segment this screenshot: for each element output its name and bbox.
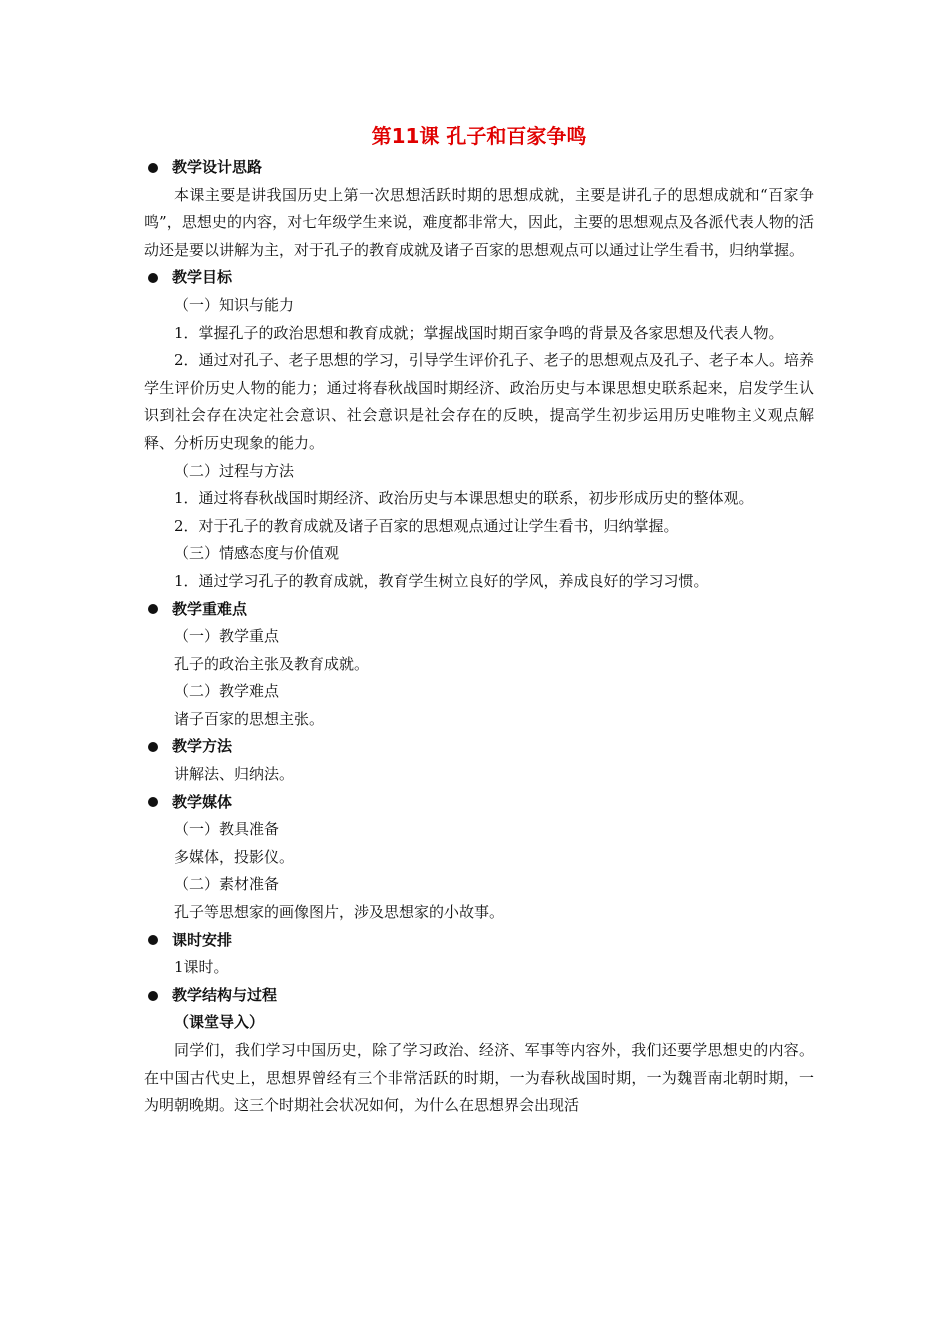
section-heading bbox=[144, 154, 814, 182]
bullet-icon bbox=[148, 742, 158, 752]
subheading: （三）情感态度与价值观 bbox=[174, 544, 340, 563]
subheading: （二）过程与方法 bbox=[174, 461, 295, 480]
subheading: （二）素材准备 bbox=[174, 875, 280, 894]
bullet-icon bbox=[148, 991, 158, 1001]
section-heading bbox=[144, 264, 814, 292]
paragraph: 2．通过对孔子、老子思想的学习，引导学生评价孔子、老子的思想观点及孔子、老子本人。培养学生评价历史人物的能力；通过将春秋战国时期经济、政治历史与本课思想史联系起来，启发学生认识到社会存在决定社会意识、社会意识是社会存在的反映，提高学生初步运用历史唯物主义观点解释、分析历史现象的能力。 bbox=[144, 351, 814, 452]
paragraph: 本课主要是讲我国历史上第一次思想活跃时期的思想成就，主要是讲孔子的思想成就和“百家争鸣”，思想史的内容，对七年级学生来说，难度都非常大，因此，主要的思想观点及各派代表人物的活动还是要以讲解为主，对于孔子的教育成就及诸子百家的思想观点可以通过让学生看书，归纳掌握。 bbox=[144, 185, 814, 259]
section-heading-text: 课时安排 bbox=[172, 930, 233, 949]
bullet-icon bbox=[148, 604, 158, 614]
bullet-icon bbox=[148, 163, 158, 173]
bullet-icon bbox=[148, 797, 158, 807]
section-heading bbox=[144, 982, 814, 1010]
document-page bbox=[144, 118, 814, 1120]
section-heading-text: 教学重难点 bbox=[172, 599, 248, 618]
text-line: 多媒体，投影仪。 bbox=[174, 847, 295, 866]
text-line: 1课时。 bbox=[174, 958, 229, 977]
section-heading-text: 教学目标 bbox=[172, 268, 233, 287]
subheading: （一）知识与能力 bbox=[174, 295, 295, 314]
text-line: 诸子百家的思想主张。 bbox=[174, 709, 325, 728]
subheading: （一）教学重点 bbox=[174, 627, 280, 646]
bullet-icon bbox=[148, 935, 158, 945]
paragraph: 1．掌握孔子的政治思想和教育成就；掌握战国时期百家争鸣的背景及各家思想及代表人物。 bbox=[174, 323, 784, 342]
text-line: 讲解法、归纳法。 bbox=[174, 765, 295, 784]
text-line: 孔子的政治主张及教育成就。 bbox=[174, 654, 370, 673]
subheading: （二）教学难点 bbox=[174, 682, 280, 701]
paragraph: 同学们，我们学习中国历史，除了学习政治、经济、军事等内容外，我们还要学思想史的内容。在中国古代史上，思想界曾经有三个非常活跃的时期，一为春秋战国时期，一为魏晋南北朝时期，一为明朝晚期。这三个时期社会状况如何，为什么在思想界会出现活 bbox=[144, 1041, 814, 1115]
subheading: （课堂导入） bbox=[174, 1013, 265, 1032]
bullet-icon bbox=[148, 273, 158, 283]
section-heading bbox=[144, 927, 814, 955]
paragraph: 1．通过将春秋战国时期经济、政治历史与本课思想史的联系，初步形成历史的整体观。 bbox=[174, 489, 754, 508]
text-line: 孔子等思想家的画像图片，涉及思想家的小故事。 bbox=[174, 903, 505, 922]
section-heading bbox=[144, 596, 814, 624]
section-heading-text: 教学设计思路 bbox=[172, 158, 263, 176]
paragraph: 1．通过学习孔子的教育成就，教育学生树立良好的学风，养成良好的学习习惯。 bbox=[174, 571, 709, 590]
paragraph: 2．对于孔子的教育成就及诸子百家的思想观点通过让学生看书，归纳掌握。 bbox=[174, 516, 679, 535]
subheading: （一）教具准备 bbox=[174, 820, 280, 839]
section-heading-text: 教学方法 bbox=[172, 737, 233, 756]
section-heading bbox=[144, 789, 814, 817]
lesson-title: 第11课 孔子和百家争鸣 bbox=[371, 124, 587, 148]
section-heading-text: 教学结构与过程 bbox=[172, 985, 278, 1004]
section-heading bbox=[144, 733, 814, 761]
section-heading-text: 教学媒体 bbox=[172, 792, 233, 811]
